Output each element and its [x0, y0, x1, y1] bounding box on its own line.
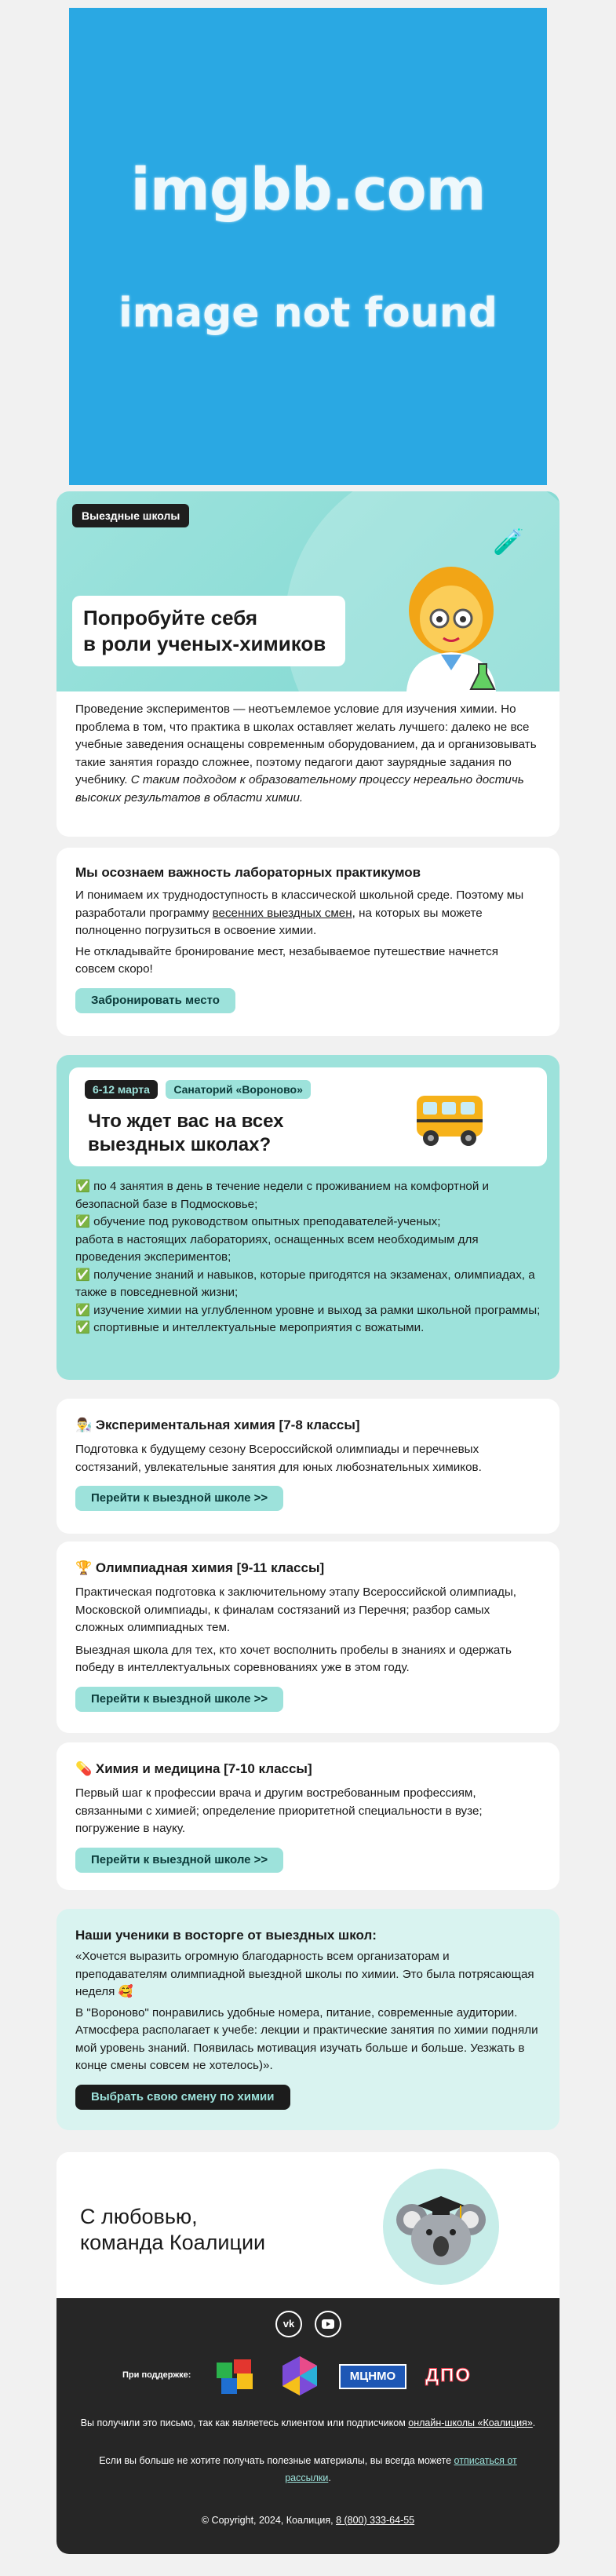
- benefit-item: ✅ изучение химии на углубленном уровне и выход за рамки школьной программы;: [75, 1303, 541, 1317]
- go-to-school-button[interactable]: Перейти к выездной школе >>: [75, 1687, 283, 1712]
- footer-unsubscribe: Если вы больше не хотите получать полезные материалы, вы всегда можете отписаться от рассылки.: [99, 2455, 517, 2483]
- footer-notice: Вы получили это письмо, так как являетесь клиентом или подписчиком онлайн-школы «Коалиция».: [80, 2417, 536, 2428]
- intro-text: Проведение экспериментов — неотъемлемое условие для изучения химии. Но проблема в том, что практика в школах оставляет желать лучшего: далеко не все учебные заведения оснащены современным оборудованием, да и организовывать такие занятия гораздо сложнее, поэтому педагоги дают заурядные задания по учебнику. С таким подходом к образовательному процессу нереально достичь высоких результатов в области химии.: [75, 702, 537, 805]
- labs-title: Мы осознаем важность лабораторных практикумов: [75, 865, 421, 880]
- book-place-button[interactable]: Забронировать место: [75, 988, 235, 1013]
- spring-sessions-link[interactable]: весенних выездных смен: [212, 906, 352, 920]
- hero-line-2: image not found: [118, 290, 498, 337]
- intro-card: [56, 491, 560, 837]
- review-quote-1: «Хочется выразить огромную благодарность всем организаторам и преподавателям олимпиадной выездной школы по химии. Это была потрясающая неделя 🥰: [75, 1950, 534, 1998]
- place-pill: Санаторий «Вороново»: [166, 1080, 311, 1099]
- go-to-school-button[interactable]: Перейти к выездной школе >>: [75, 1848, 283, 1873]
- vk-icon[interactable]: vk: [275, 2311, 302, 2337]
- support-label: При поддержке:: [122, 2370, 191, 2380]
- reviews-card: [56, 1909, 560, 2130]
- review-quote-2: В "Вороново" понравились удобные номера, питание, современные аудитории. Атмосфера располагает к учебе: лекции и практические занятия по химии подняли мой уровень знаний. Появилась мотивация изучать больше и больше. Уезжать в конце смены совсем не хотелось)».: [75, 2005, 538, 2072]
- labs-paragraph-2: Не откладывайте бронирование мест, незабываемое путешествие начнется совсем скоро!: [75, 944, 498, 976]
- social-links: [275, 2311, 341, 2337]
- school-card-olympiad: [56, 1542, 560, 1733]
- unsubscribe-link[interactable]: отписаться от рассылки: [285, 2455, 517, 2483]
- school-title: 🏆 Олимпиадная химия [9-11 классы]: [75, 1560, 325, 1575]
- footer: [56, 2298, 560, 2554]
- hero-image: [69, 8, 547, 485]
- phone-link[interactable]: 8 (800) 333-64-55: [336, 2515, 415, 2526]
- hero-line-1: imgbb.com: [130, 156, 486, 224]
- benefit-item: ✅ спортивные и интеллектуальные мероприятия с вожатыми.: [75, 1321, 425, 1334]
- school-title: 💊 Химия и медицина [7-10 классы]: [75, 1761, 312, 1776]
- school-link[interactable]: онлайн-школы «Коалиция»: [408, 2417, 533, 2428]
- labs-card: [56, 848, 560, 1036]
- benefit-item: работа в настоящих лабораториях, оснащенных всем необходимым для проведения экспериментов;: [75, 1232, 479, 1264]
- benefit-item: ✅ получение знаний и навыков, которые пригодятся на экзаменах, олимпиадах, а также в повседневной жизни;: [75, 1268, 535, 1299]
- school-text: Подготовка к будущему сезону Всероссийской олимпиады и перечневых состязаний, увлекательные занятия для юных любознательных химиков.: [75, 1443, 482, 1474]
- signature-text: С любовью, команда Коалиции: [80, 2205, 266, 2254]
- test-tube-icon: 🧪: [493, 527, 524, 556]
- date-pill: 6-12 марта: [85, 1080, 158, 1099]
- youtube-icon[interactable]: [315, 2311, 341, 2337]
- expect-header: [69, 1067, 547, 1166]
- school-title: 👨‍🔬 Экспериментальная химия [7-8 классы]: [75, 1418, 360, 1432]
- scientist-illustration: [400, 562, 502, 691]
- partner-logo-1: [213, 2356, 256, 2395]
- school-card-experimental: [56, 1399, 560, 1534]
- partner-logo-dpo: ДПО: [425, 2365, 472, 2386]
- school-text: Первый шаг к профессии врача и другим востребованным профессиям, связанными с химией; определение приоритетной специальности в вузе; погружение в науку.: [75, 1786, 483, 1835]
- benefit-item: ✅ обучение под руководством опытных преподавателей-ученых;: [75, 1215, 441, 1228]
- intro-banner: [56, 491, 560, 691]
- signature-block: [56, 2152, 560, 2298]
- school-card-medicine: [56, 1742, 560, 1890]
- go-to-school-button[interactable]: Перейти к выездной школе >>: [75, 1486, 283, 1511]
- benefit-item: ✅ по 4 занятия в день в течение недели с проживанием на комфортной и безопасной базе в Подмосковье;: [75, 1180, 490, 1211]
- expect-title: Что ждет вас на всех выездных школах?: [88, 1111, 284, 1155]
- koala-mascot-icon: [382, 2168, 500, 2286]
- expect-card: [56, 1055, 560, 1380]
- partner-logo-mcnmo: МЦНМО: [339, 2364, 406, 2389]
- copyright: © Copyright, 2024, Коалиция, 8 (800) 333-64-55: [201, 2515, 415, 2526]
- choose-session-button[interactable]: Выбрать свою смену по химии: [75, 2085, 290, 2110]
- school-text: Выездная школа для тех, кто хочет восполнить пробелы в знаниях и одержать победу в интеллектуальных соревнованиях уже в этом году.: [75, 1643, 512, 1674]
- intro-title: Попробуйте себя в роли ученых-химиков: [72, 596, 345, 666]
- signature-footer-card: [56, 2152, 560, 2554]
- benefits-list: [75, 1178, 546, 1337]
- school-bus-icon: [410, 1085, 489, 1151]
- school-text: Практическая подготовка к заключительному этапу Всероссийской олимпиады, Московской олимпиады, к финалам состязаний из Перечня; разбор самых сложных олимпиадных тем.: [75, 1585, 517, 1634]
- reviews-title: Наши ученики в восторге от выездных школ:: [75, 1928, 377, 1943]
- partner-logo-2: [278, 2355, 322, 2397]
- labs-paragraph-1: И понимаем их труднодоступность в классической школьной среде. Поэтому мы разработали программу весенних выездных смен, на которых вы можете полноценно погрузиться в освоение химии.: [75, 888, 524, 937]
- category-tag: Выездные школы: [72, 504, 189, 527]
